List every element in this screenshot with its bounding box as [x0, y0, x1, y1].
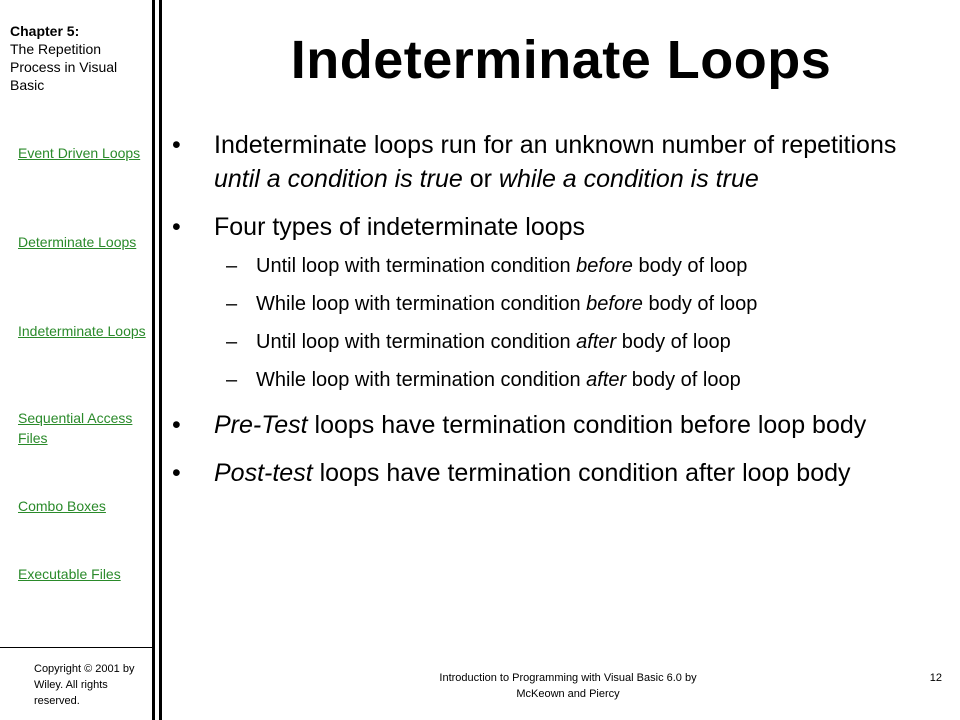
sub-bullet-item [172, 290, 942, 318]
sub-bullet-list [172, 252, 942, 394]
sub-bullet-emphasis: after [586, 369, 627, 391]
sub-bullet-item [172, 252, 942, 280]
chapter-number: Chapter 5: [10, 23, 80, 39]
nav-link-sequential-access-files[interactable]: Sequential Access Files [18, 410, 133, 446]
bullet-icon: • [172, 213, 181, 241]
dash-icon: – [226, 255, 238, 277]
sub-bullet-text: While loop with termination condition [256, 293, 587, 315]
bullet-icon: • [172, 411, 181, 439]
bullet-item [172, 408, 942, 442]
bullet-emphasis: Post-test [214, 459, 313, 487]
bullet-emphasis: while a condition is true [498, 165, 759, 193]
nav-link-event-driven-loops[interactable]: Event Driven Loops [18, 145, 141, 161]
bullet-emphasis: Pre-Test [214, 411, 308, 439]
sub-bullet-text: Until loop with termination condition [256, 331, 577, 353]
chapter-title: The Repetition Process in Visual Basic [10, 41, 118, 93]
footer-book-credit: Introduction to Programming with Visual Basic 6.0 by McKeown and Piercy [439, 672, 697, 700]
chapter-heading [10, 22, 148, 94]
dash-icon: – [226, 369, 238, 391]
sub-bullet-text: body of loop [642, 293, 758, 315]
sub-bullet-text: Until loop with termination condition [256, 255, 577, 277]
sub-bullet-emphasis: after [576, 331, 617, 353]
dash-icon: – [226, 331, 238, 353]
bullet-text: Indeterminate loops run for an unknown number of repetitions [214, 131, 897, 159]
bullet-emphasis: until a condition is true [214, 165, 463, 193]
bullet-icon: • [172, 131, 181, 159]
bullet-text: loops have termination condition before loop body [307, 411, 867, 439]
sub-bullet-text: body of loop [626, 369, 741, 391]
sidebar-divider [152, 0, 155, 720]
sidebar-nav [0, 0, 152, 720]
bullet-list [172, 128, 942, 504]
bullet-item [172, 456, 942, 490]
bullet-item [172, 210, 942, 244]
sidebar-footer-divider [0, 647, 152, 648]
dash-icon: – [226, 293, 238, 315]
slide-title: Indeterminate Loops [290, 30, 832, 90]
nav-link-combo-boxes[interactable]: Combo Boxes [18, 498, 106, 514]
sub-bullet-item [172, 328, 942, 356]
nav-link-determinate-loops[interactable]: Determinate Loops [18, 234, 137, 250]
page-number: 12 [929, 672, 942, 684]
bullet-item [172, 128, 942, 196]
bullet-icon: • [172, 459, 181, 487]
nav-link-indeterminate-loops[interactable]: Indeterminate Loops [18, 323, 146, 339]
bullet-text: loops have termination condition after loop body [312, 459, 851, 487]
sub-bullet-item [172, 366, 942, 394]
bullet-text: Four types of indeterminate loops [214, 213, 586, 241]
sub-bullet-text: body of loop [616, 331, 731, 353]
bullet-text: or [462, 165, 499, 193]
nav-link-executable-files[interactable]: Executable Files [18, 566, 121, 582]
sidebar-divider-inner [159, 0, 162, 720]
sub-bullet-text: While loop with termination condition [256, 369, 587, 391]
copyright-notice: Copyright © 2001 by Wiley. All rights reserved. [34, 663, 135, 707]
sub-bullet-text: body of loop [632, 255, 748, 277]
sub-bullet-emphasis: before [586, 293, 643, 315]
sub-bullet-emphasis: before [576, 255, 633, 277]
